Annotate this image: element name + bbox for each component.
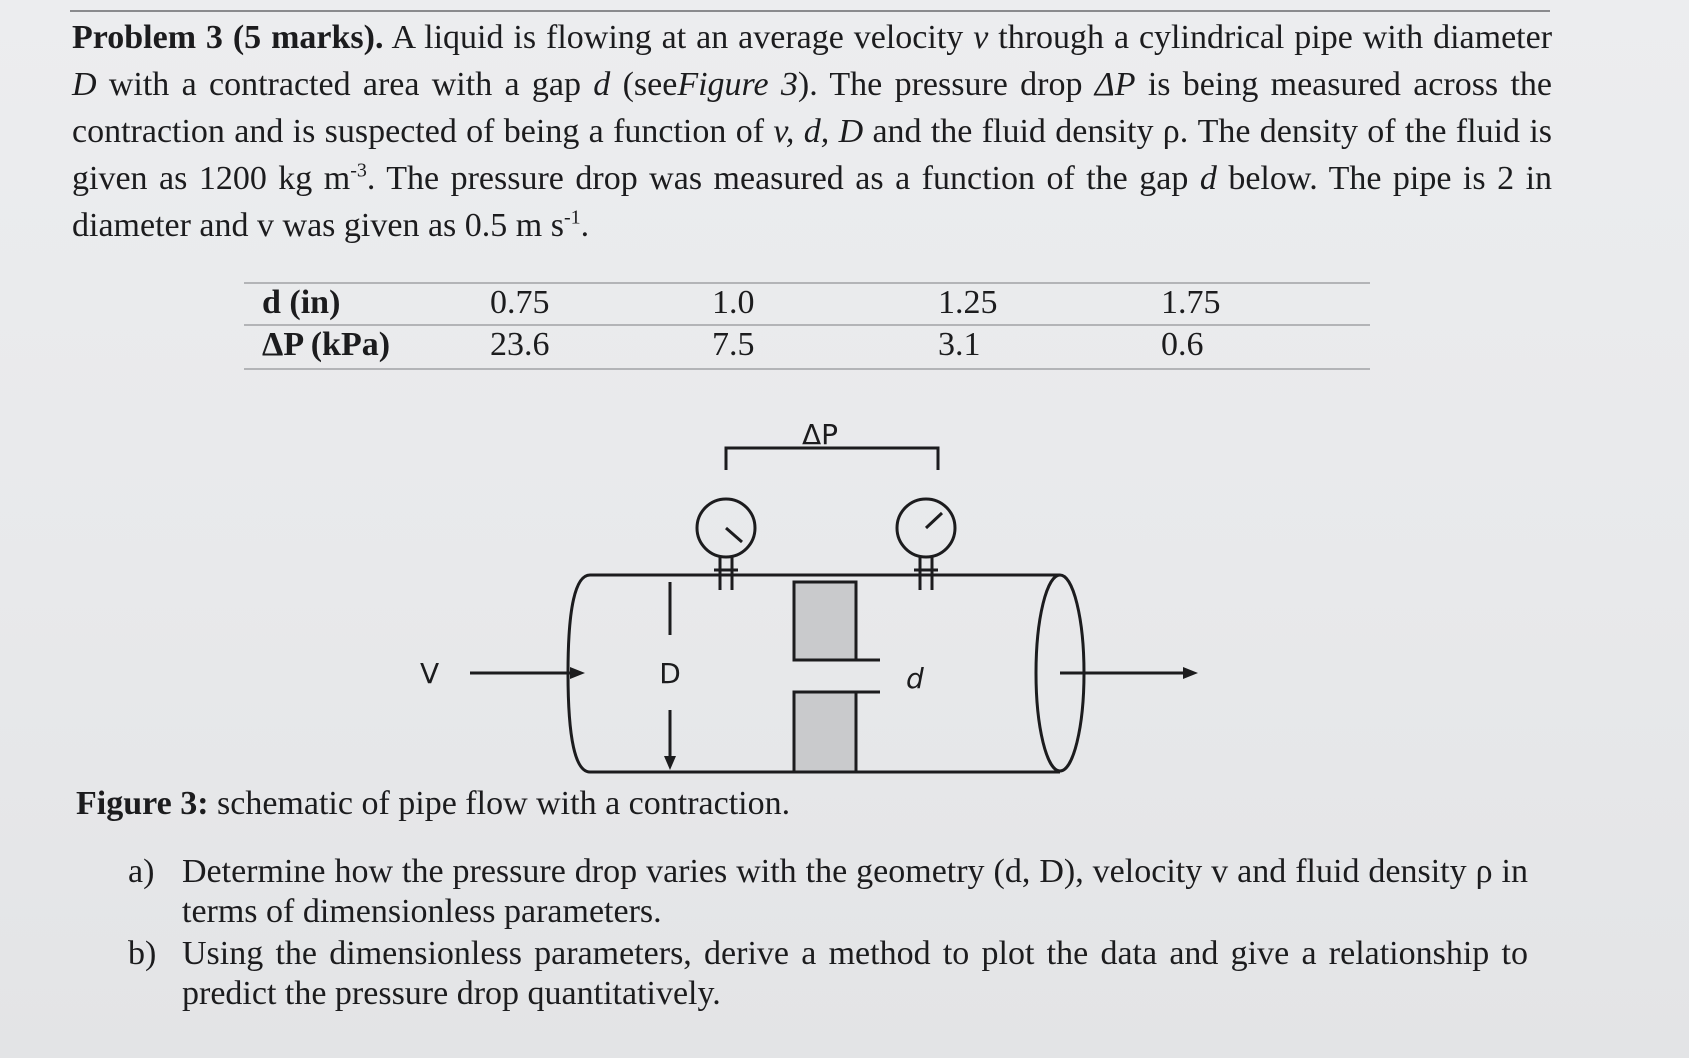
inlet-arrow-head bbox=[570, 667, 585, 679]
velocity-label: V bbox=[420, 657, 440, 690]
question-letter: b) bbox=[128, 935, 157, 972]
problem-text-4: . The pressure drop was measured as a function of the gap bbox=[366, 160, 1189, 197]
problem-text-2a: with a contracted area with a gap bbox=[108, 66, 581, 103]
problem-text-2c: ). The pressure drop bbox=[797, 66, 1083, 103]
d-value: 1.75 bbox=[1161, 284, 1221, 321]
right-gauge-needle bbox=[926, 513, 942, 528]
pipe-diameter-label: D bbox=[659, 657, 681, 690]
problem-text-3b: and the fluid density ρ. The density of the fluid is given as 1200 kg m bbox=[72, 113, 1553, 197]
lower-contraction-block bbox=[794, 692, 856, 772]
table-row-d bbox=[244, 284, 1370, 326]
problem-text-2d: is being measured across the contraction and is suspected of being a function of bbox=[72, 66, 1552, 150]
top-rule bbox=[70, 10, 1550, 12]
dp-value: 0.6 bbox=[1161, 326, 1204, 363]
pipe-schematic bbox=[380, 420, 1210, 780]
var-D: D bbox=[72, 66, 97, 103]
d-value: 0.75 bbox=[490, 284, 550, 321]
d-value: 1.25 bbox=[938, 284, 998, 321]
vars-list: v, d, D bbox=[773, 113, 864, 150]
delta-p-bracket bbox=[726, 448, 938, 470]
figure-reference: Figure 3 bbox=[677, 66, 798, 103]
problem-text-2b: (see bbox=[622, 66, 678, 103]
var-d-2: d bbox=[1199, 160, 1217, 197]
problem-text-1b: through a cylindrical pipe with diameter bbox=[998, 19, 1553, 56]
question-text: Determine how the pressure drop varies with the geometry (d, D), velocity v and fluid density ρ in terms of dimensionless parameters. bbox=[182, 853, 1528, 930]
velocity-exponent: -1 bbox=[563, 206, 581, 229]
question-letter: a) bbox=[128, 853, 155, 890]
gap-label: d bbox=[906, 662, 924, 695]
problem-text-5: . bbox=[580, 207, 590, 244]
table-row-dp bbox=[244, 326, 1370, 368]
dp-value: 7.5 bbox=[712, 326, 755, 363]
outlet-arrow-head bbox=[1183, 667, 1198, 679]
question-b bbox=[128, 934, 1528, 1014]
left-gauge-needle bbox=[726, 528, 742, 542]
table-bottom-rule bbox=[244, 368, 1370, 370]
figure-caption bbox=[76, 785, 790, 823]
caption-text: schematic of pipe flow with a contraction. bbox=[217, 785, 791, 822]
problem-statement bbox=[72, 14, 1552, 249]
var-delta-p: ΔP bbox=[1094, 66, 1136, 103]
problem-text-4b: below. The pipe is 2 in diameter and v was given as 0.5 m s bbox=[72, 160, 1553, 244]
dp-value: 23.6 bbox=[490, 326, 550, 363]
var-d: d bbox=[593, 66, 611, 103]
delta-p-label: ΔP bbox=[801, 420, 839, 451]
question-a bbox=[128, 852, 1528, 932]
density-exponent: -3 bbox=[350, 159, 367, 182]
D-arrow-head bbox=[664, 756, 676, 770]
caption-label: Figure 3: bbox=[76, 785, 209, 822]
problem-heading: Problem 3 (5 marks). bbox=[72, 19, 384, 56]
question-text: Using the dimensionless parameters, derive a method to plot the data and give a relationship to predict the pressure drop quantitatively. bbox=[182, 935, 1528, 1012]
dp-value: 3.1 bbox=[938, 326, 981, 363]
var-v: v bbox=[973, 19, 989, 56]
d-value: 1.0 bbox=[712, 284, 755, 321]
problem-text-1: A liquid is flowing at an average velocity bbox=[391, 19, 964, 56]
upper-contraction-block bbox=[794, 582, 856, 660]
row-label-d: d (in) bbox=[262, 284, 341, 321]
row-label-dp: ΔP (kPa) bbox=[262, 326, 391, 363]
